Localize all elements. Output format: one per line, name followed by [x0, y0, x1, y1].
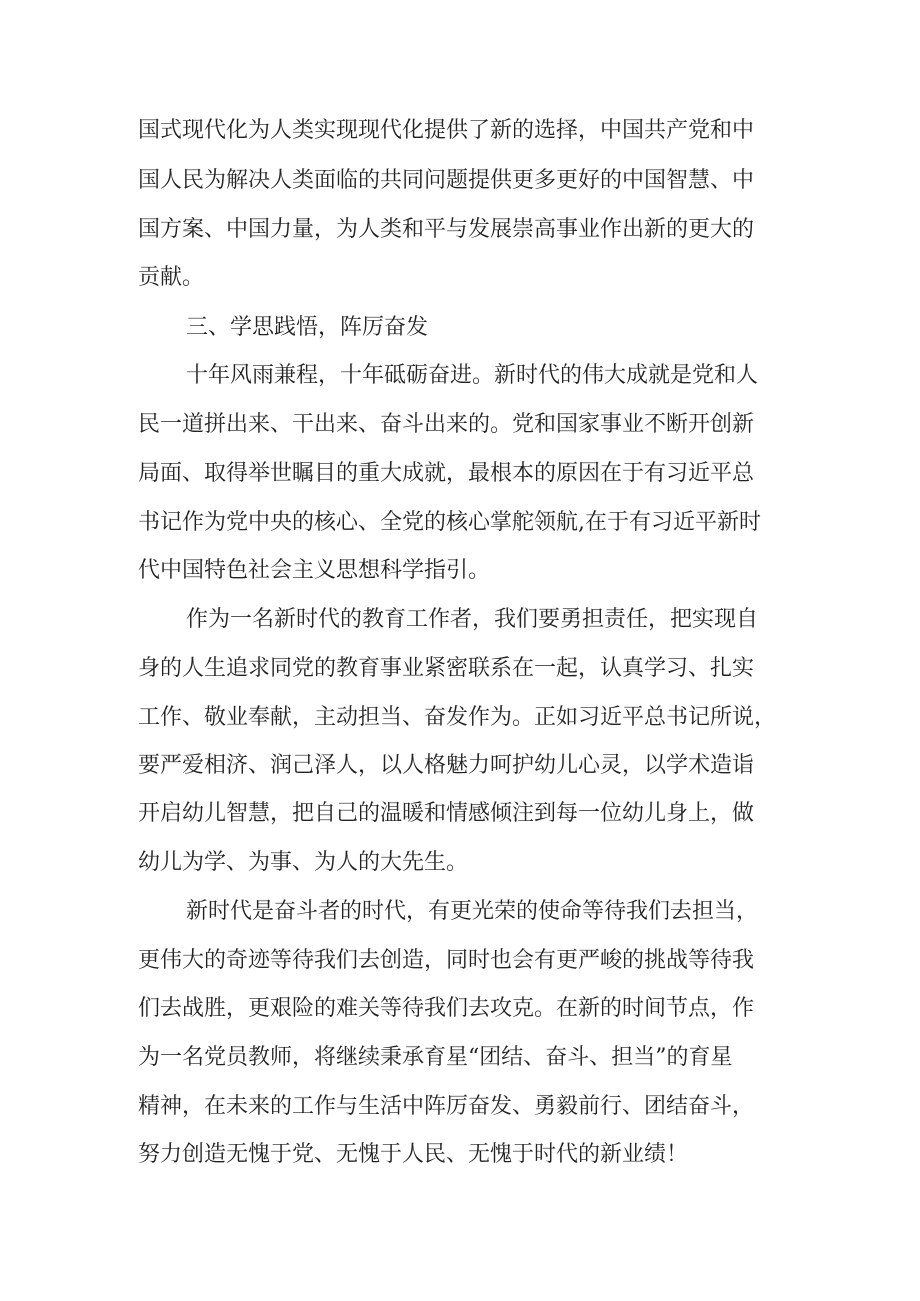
- section-heading: 三、学思践悟，阵厉奋发: [186, 315, 429, 340]
- paragraph-line: 国人民为解决人类面临的共同问题提供更多更好的中国智慧、中: [138, 168, 755, 193]
- paragraph-line: 们去战胜，更艰险的难关等待我们去攻克。在新的时间节点，作: [138, 996, 755, 1021]
- paragraph-line: 开启幼儿智慧，把自己的温暖和情感倾注到每一位幼儿身上，做: [138, 801, 755, 826]
- paragraph-line: 新时代是奋斗者的时代，有更光荣的使命等待我们去担当，: [186, 899, 759, 924]
- paragraph-line: 身的人生追求同党的教育事业紧密联系在一起，认真学习、扎实: [138, 656, 755, 681]
- paragraph-line: 要严爱相济、润己泽人，以人格魅力呵护幼儿心灵，以学术造诣: [138, 753, 755, 778]
- paragraph-line: 作为一名新时代的教育工作者，我们要勇担责任，把实现自: [186, 607, 759, 632]
- paragraph-line: 更伟大的奇迹等待我们去创造，同时也会有更严峻的挑战等待我: [138, 948, 755, 973]
- paragraph-line: 精神，在未来的工作与生活中阵厉奋发、勇毅前行、团结奋斗，: [138, 1094, 755, 1119]
- paragraph-line: 书记作为党中央的核心、全党的核心掌舵领航,在于有习近平新时: [138, 510, 761, 535]
- paragraph-line: 国方案、中国力量，为人类和平与发展崇高事业作出新的更大的: [138, 217, 755, 242]
- paragraph-line: 代中国特色社会主义思想科学指引。: [138, 558, 491, 583]
- paragraph-line: 幼儿为学、为事、为人的大先生。: [138, 850, 469, 875]
- paragraph-line: 国式现代化为人类实现现代化提供了新的选择，中国共产党和中: [138, 118, 755, 143]
- paragraph-line: 局面、取得举世瞩目的重大成就，最根本的原因在于有习近平总: [138, 461, 755, 486]
- paragraph-line: 贡献。: [138, 265, 205, 290]
- paragraph-line: 为一名党员教师，将继续秉承育星“团结、奋斗、担当”的育星: [138, 1045, 733, 1070]
- paragraph-line: 努力创造无愧于党、无愧于人民、无愧于时代的新业绩！: [138, 1142, 689, 1167]
- paragraph-line: 工作、敬业奉献，主动担当、奋发作为。正如习近平总书记所说，: [138, 705, 777, 730]
- paragraph-line: 十年风雨兼程，十年砥砺奋进。新时代的伟大成就是党和人: [186, 363, 759, 388]
- paragraph-line: 民一道拼出来、干出来、奋斗出来的。党和国家事业不断开创新: [138, 412, 755, 437]
